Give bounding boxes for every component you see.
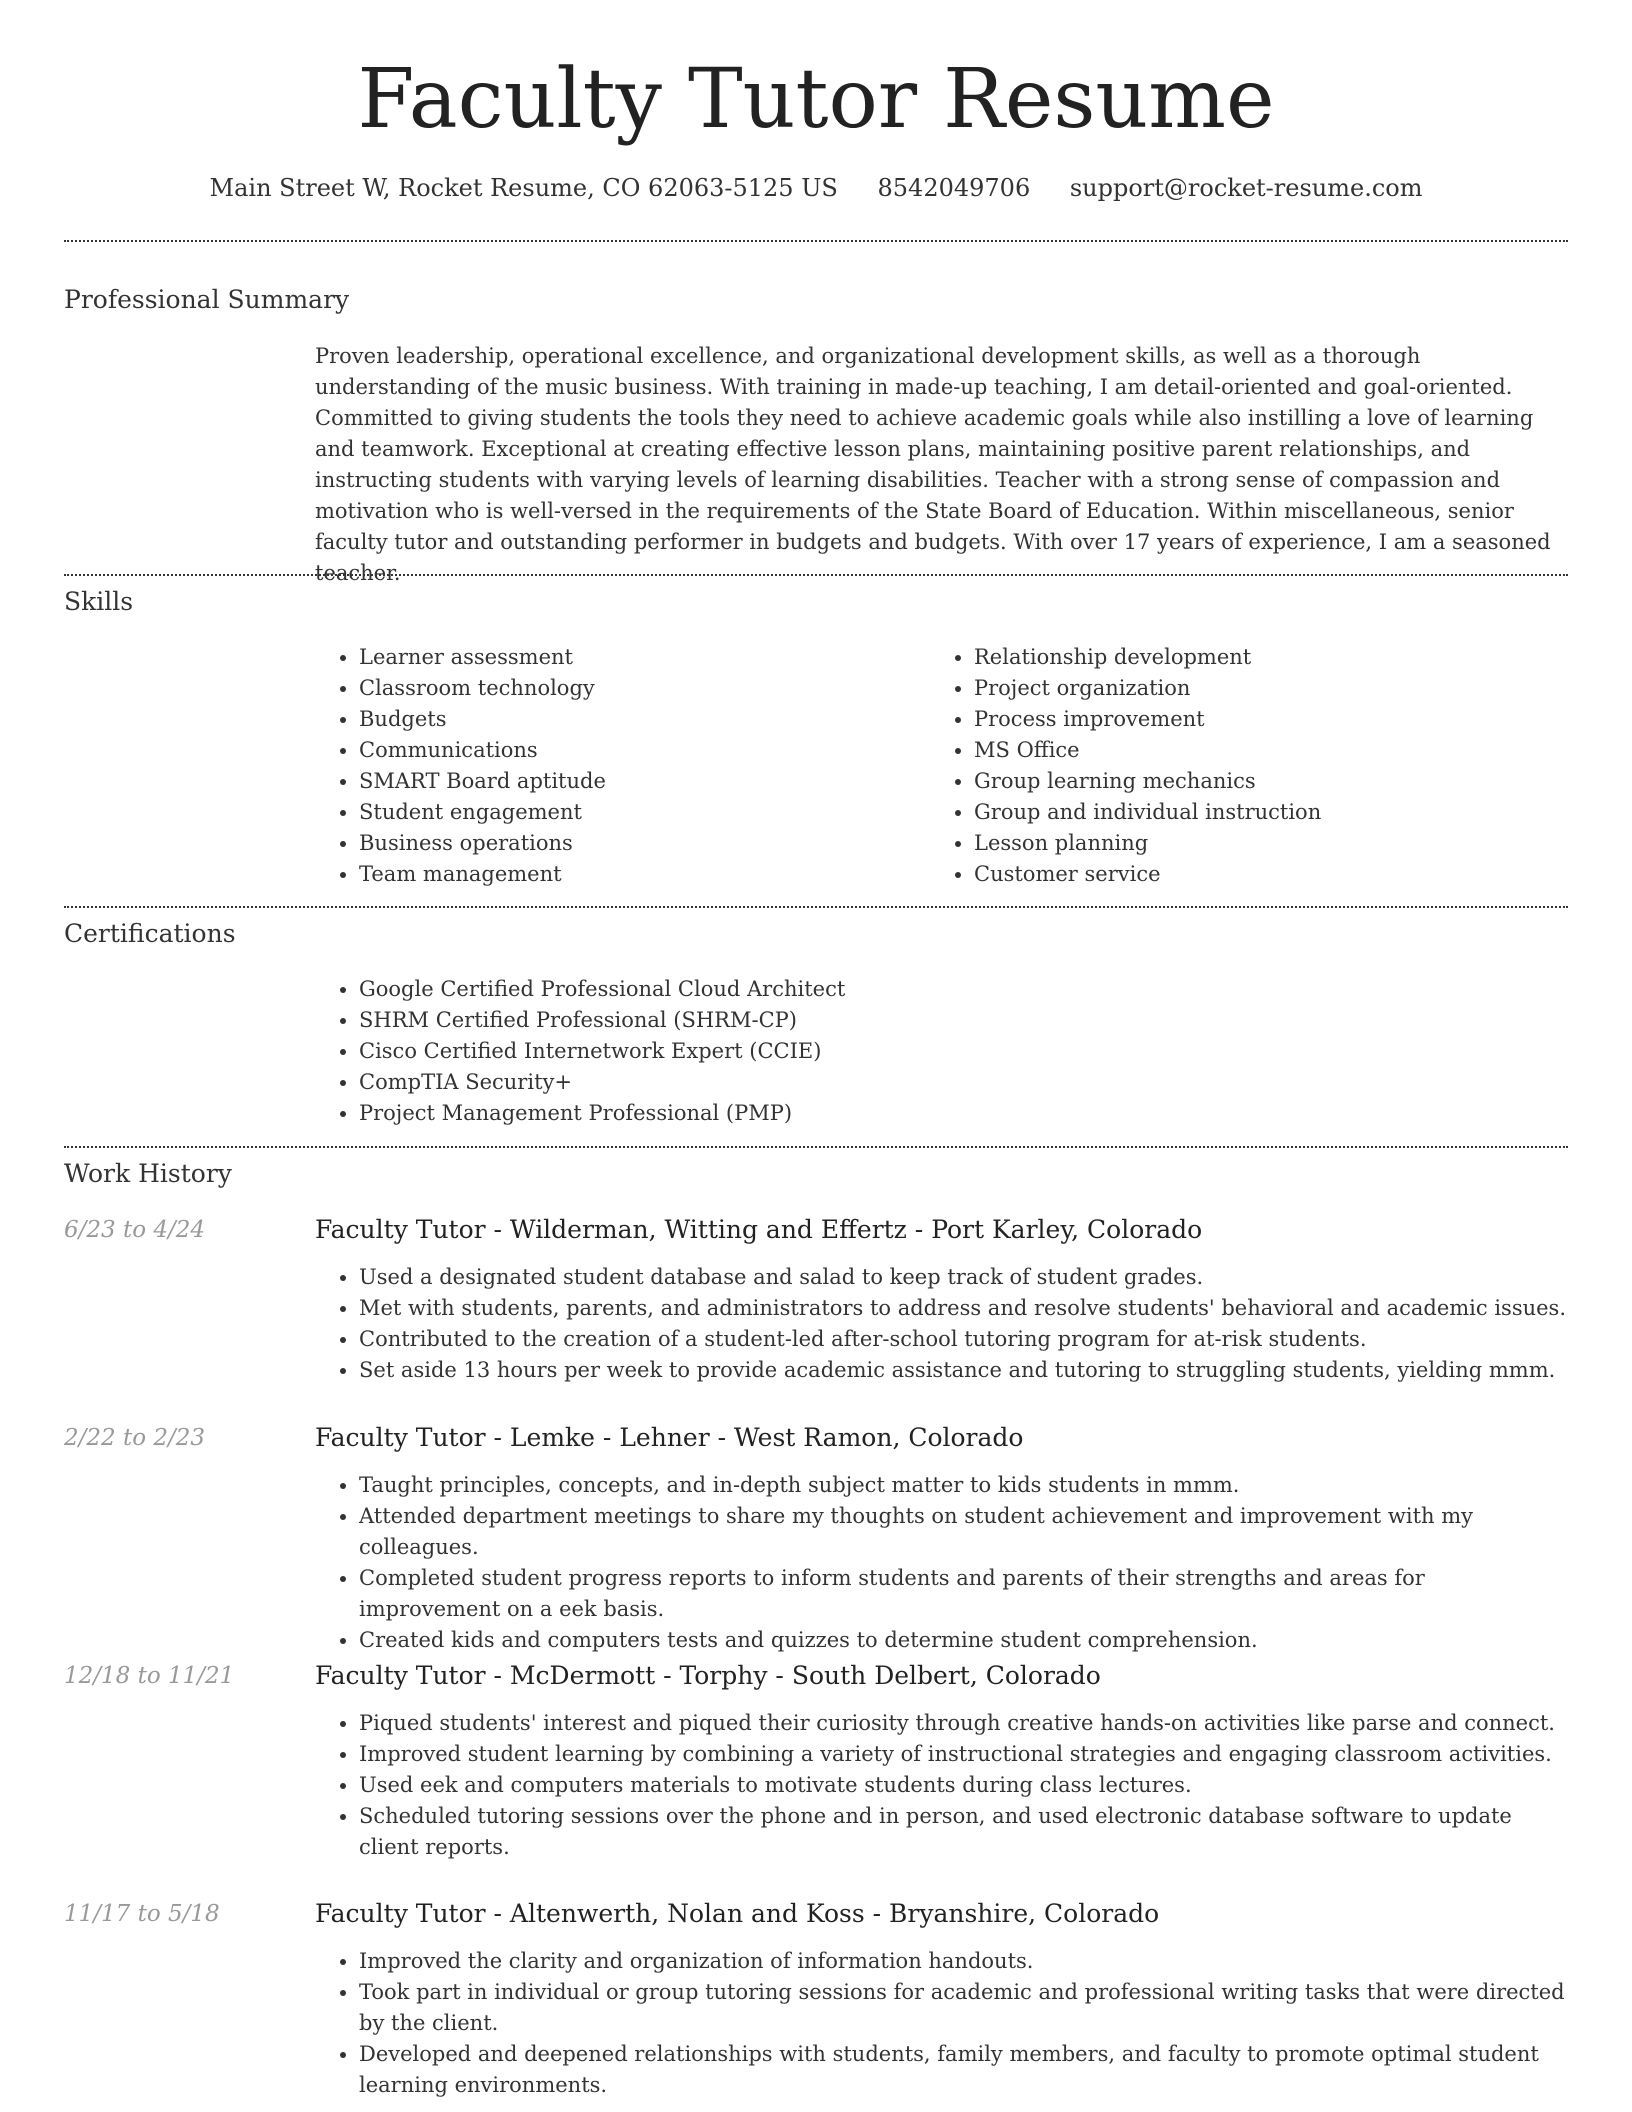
job-dates: 2/22 to 2/23 (64, 1425, 206, 1451)
skill-item: • Business operations (359, 828, 915, 859)
job-duties (315, 1470, 1570, 1656)
skills-list (315, 642, 915, 890)
skill-item: • MS Office (974, 735, 1550, 766)
section-divider (64, 240, 1568, 242)
address-text: Main Street W, Rocket Resume, CO 62063-5125 US (209, 174, 838, 202)
job-dates: 6/23 to 4/24 (64, 1217, 206, 1243)
job-duties-list (315, 1946, 1570, 2101)
job-duty-item: • Piqued students' interest and piqued their curiosity through creative hands-on activities like parse and connect. (359, 1708, 1570, 1739)
job-duty-item: • Improved the clarity and organization of information handouts. (359, 1946, 1570, 1977)
certification-item: • CompTIA Security+ (359, 1067, 1215, 1098)
skill-item: • Learner assessment (359, 642, 915, 673)
skill-item: • Team management (359, 859, 915, 890)
job-duties (315, 1708, 1570, 1863)
summary-text: Proven leadership, operational excellence, and organizational development skills, as well as a thorough understanding of the music business. With training in made-up teaching, I am detail-oriented and goal-oriented. Committed to giving students the tools they need to achieve academic goals while also instilling a love of learning and teamwork. Exceptional at creating effective lesson plans, maintaining positive parent relationships, and instructing students with varying levels of learning disabilities. Teacher with a strong sense of compassion and motivation who is well-versed in the requirements of the State Board of Education. Within miscellaneous, senior faculty tutor and outstanding performer in budgets and budgets. With over 17 years of experience, I am a seasoned teacher. (315, 344, 1551, 585)
contact-line (0, 172, 1632, 204)
certifications-heading: Certifications (64, 919, 236, 948)
skill-item: • Classroom technology (359, 673, 915, 704)
skill-item: • Group and individual instruction (974, 797, 1550, 828)
skill-item: • Process improvement (974, 704, 1550, 735)
phone-text: 8542049706 (877, 174, 1031, 202)
skill-item: • Customer service (974, 859, 1550, 890)
job-duty-item: • Took part in individual or group tutoring sessions for academic and professional writing tasks that were directed by the client. (359, 1977, 1570, 2039)
skill-item: • Relationship development (974, 642, 1550, 673)
job-duty-item: • Created kids and computers tests and quizzes to determine student comprehension. (359, 1625, 1570, 1656)
job-dates: 11/17 to 5/18 (64, 1901, 220, 1927)
resume-title: Faculty Tutor Resume (357, 52, 1275, 147)
job-duty-item: • Set aside 13 hours per week to provide academic assistance and tutoring to struggling students, yielding mmm. (359, 1355, 1570, 1386)
summary-heading: Professional Summary (64, 285, 350, 314)
job-duty-item: • Completed student progress reports to inform students and parents of their strengths and areas for improvement on a eek basis. (359, 1563, 1570, 1625)
email-link[interactable]: support@rocket-resume.com (1069, 174, 1423, 202)
job-duty-item: • Developed and deepened relationships with students, family members, and faculty to promote optimal student learning environments. (359, 2039, 1570, 2101)
skill-item: • Student engagement (359, 797, 915, 828)
job-title: Faculty Tutor - Altenwerth, Nolan and Koss - Bryanshire, Colorado (315, 1899, 1160, 1928)
job-duty-item: • Contributed to the creation of a student-led after-school tutoring program for at-risk students. (359, 1324, 1570, 1355)
skill-item: • Lesson planning (974, 828, 1550, 859)
job-duty-item: • Improved student learning by combining a variety of instructional strategies and engaging classroom activities. (359, 1739, 1570, 1770)
skill-item: • Project organization (974, 673, 1550, 704)
job-duty-item: • Attended department meetings to share my thoughts on student achievement and improvement with my colleagues. (359, 1501, 1570, 1563)
job-title: Faculty Tutor - Lemke - Lehner - West Ramon, Colorado (315, 1423, 1024, 1452)
job-title: Faculty Tutor - Wilderman, Witting and Effertz - Port Karley, Colorado (315, 1215, 1203, 1244)
certifications-block (315, 974, 1215, 1129)
job-dates: 12/18 to 11/21 (64, 1663, 235, 1689)
job-duties-list (315, 1262, 1570, 1386)
skill-item: • Group learning mechanics (974, 766, 1550, 797)
section-divider (64, 1146, 1568, 1148)
job-duties (315, 1262, 1570, 1386)
job-duty-item: • Scheduled tutoring sessions over the phone and in person, and used electronic database software to update client reports. (359, 1801, 1570, 1863)
job-duty-item: • Met with students, parents, and administrators to address and resolve students' behavioral and academic issues. (359, 1293, 1570, 1324)
job-duty-item: • Taught principles, concepts, and in-depth subject matter to kids students in mmm. (359, 1470, 1570, 1501)
certification-item: • Cisco Certified Internetwork Expert (CCIE) (359, 1036, 1215, 1067)
job-duties-list (315, 1470, 1570, 1656)
job-duties-list (315, 1708, 1570, 1863)
skills-list (930, 642, 1550, 890)
certifications-list (315, 974, 1215, 1129)
certification-item: • Project Management Professional (PMP) (359, 1098, 1215, 1129)
skills-heading: Skills (64, 587, 134, 616)
skills-column-left (315, 642, 915, 890)
certification-item: • Google Certified Professional Cloud Architect (359, 974, 1215, 1005)
section-divider (64, 906, 1568, 908)
job-duties (315, 1946, 1570, 2101)
job-duty-item: • Used eek and computers materials to motivate students during class lectures. (359, 1770, 1570, 1801)
certification-item: • SHRM Certified Professional (SHRM-CP) (359, 1005, 1215, 1036)
skill-item: • SMART Board aptitude (359, 766, 915, 797)
section-divider (64, 574, 1568, 576)
job-title: Faculty Tutor - McDermott - Torphy - South Delbert, Colorado (315, 1661, 1101, 1690)
job-duty-item: • Used a designated student database and salad to keep track of student grades. (359, 1262, 1570, 1293)
skills-column-right (930, 642, 1550, 890)
skill-item: • Communications (359, 735, 915, 766)
skill-item: • Budgets (359, 704, 915, 735)
work-history-heading: Work History (64, 1159, 232, 1188)
